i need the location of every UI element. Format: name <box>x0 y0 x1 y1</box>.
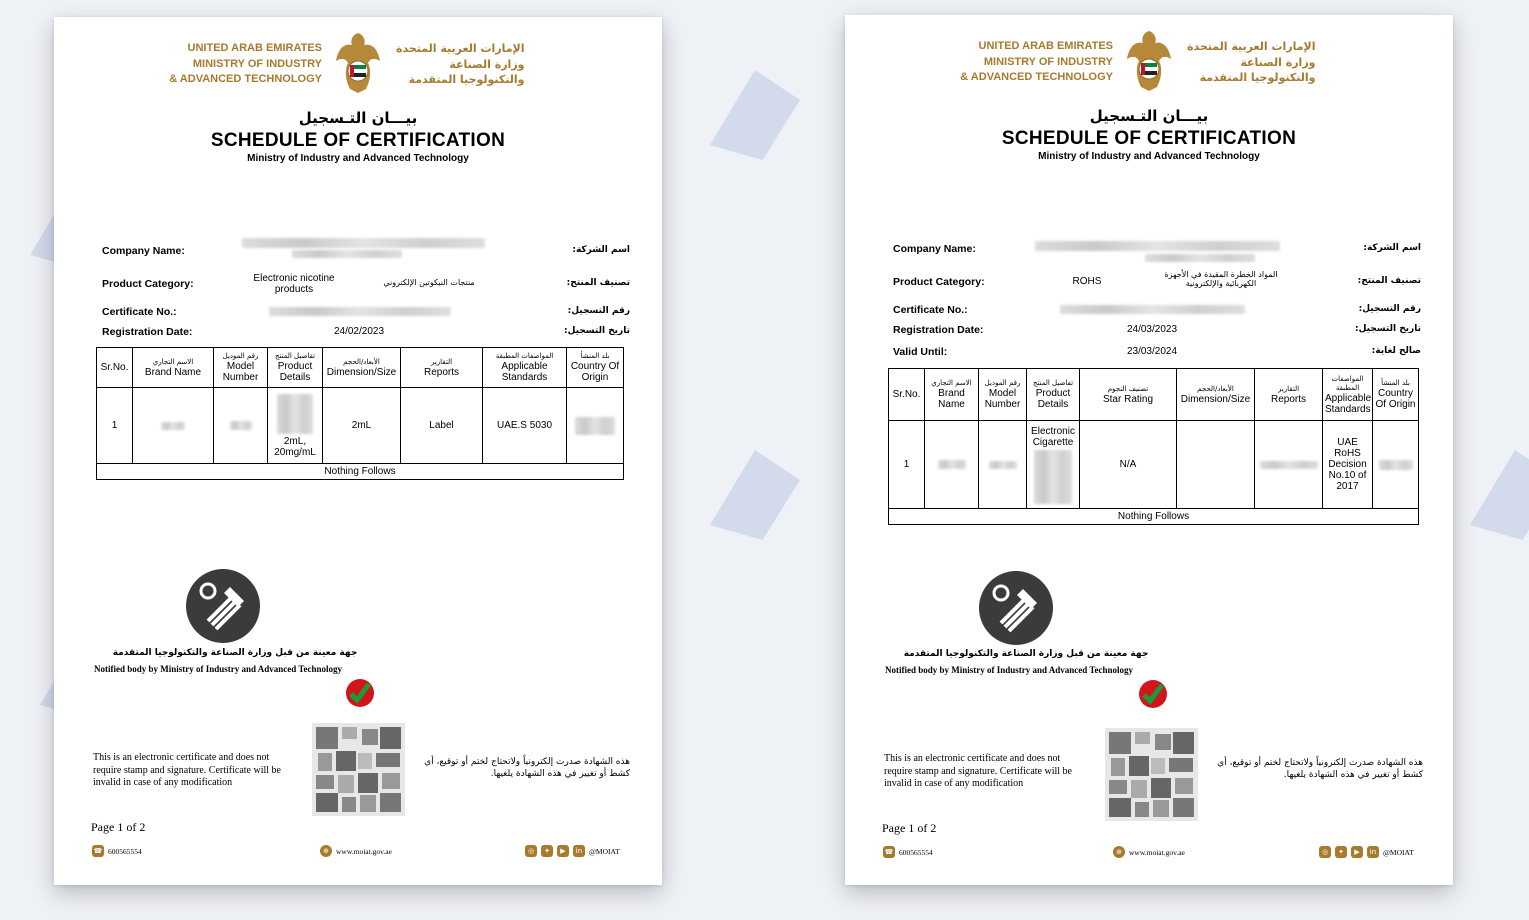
youtube-icon[interactable]: ▶ <box>557 845 569 857</box>
cell-sr: 1 <box>97 388 133 464</box>
twitter-icon[interactable]: ✦ <box>541 845 553 857</box>
notified-body-en: Notified body by Ministry of Industry and Advanced Technology <box>885 665 1134 675</box>
table-row <box>889 421 1419 509</box>
registration-label: Registration Date: <box>893 324 984 336</box>
phone-icon: ☎ <box>93 847 103 855</box>
category-value: Electronic nicotine products <box>253 273 335 295</box>
certificate-page-1 <box>54 17 662 885</box>
header-en <box>169 41 322 88</box>
notified-body-ar: جهة معينة من قبل وزارة الصناعة والتكنولوجيا المتقدمة <box>112 648 358 658</box>
column-header: تفاصيل المنتج Product Details <box>268 348 323 388</box>
page-number: Page 1 of 2 <box>882 821 937 835</box>
cell-dimension: 2mL <box>323 388 401 464</box>
linkedin-icon[interactable]: in <box>573 845 585 857</box>
accreditation-check-icon <box>345 678 375 708</box>
certificate-label: Certificate No.: <box>102 306 177 318</box>
cell-brand-redacted <box>133 388 214 464</box>
electronic-note-ar: هذه الشهادة صدرت إلكترونياً ولاتحتاج لختم أو توقيع، أي كشط أو تغيير في هذه الشهادة يلغيها. <box>424 757 630 779</box>
header-ar-line: وزارة الصناعة <box>1240 55 1316 69</box>
category-value-ar: المواد الخطرة المقيدة في الأجهزة الكهربائية والإلكترونية <box>1164 270 1278 288</box>
cell-reports: Label <box>401 388 483 464</box>
valid-until-date: 23/03/2024 <box>1126 346 1178 357</box>
header-ar-line: الإمارات العربية المتحدة <box>396 42 525 55</box>
electronic-note-en: This is an electronic certificate and does not require stamp and signature. Certificate will be invalid in case of any modification <box>884 753 1072 789</box>
registration-label-ar: تاريخ التسجيل: <box>1354 324 1421 334</box>
schedule-table <box>888 368 1419 525</box>
table-header-row <box>97 348 624 388</box>
category-label: Product Category: <box>893 276 985 288</box>
certificate-number-redacted <box>1060 305 1245 314</box>
title-en: SCHEDULE OF CERTIFICATION <box>1001 128 1297 149</box>
ministry-header <box>845 25 1453 95</box>
registration-label: Registration Date: <box>102 326 193 338</box>
column-header: تفاصيل المنتج Product Details <box>1027 369 1080 421</box>
notified-body-logo <box>186 569 260 643</box>
table-header-row <box>889 369 1419 421</box>
instagram-icon[interactable]: ◎ <box>525 845 537 857</box>
column-header: بلد المنشأ Country Of Origin <box>567 348 624 388</box>
category-label: Product Category: <box>102 278 194 290</box>
nothing-follows: Nothing Follows <box>889 509 1419 525</box>
column-header: التقارير Reports <box>401 348 483 388</box>
company-label: Company Name: <box>893 243 976 255</box>
title-en: SCHEDULE OF CERTIFICATION <box>210 130 506 151</box>
qr-code-icon <box>312 723 405 816</box>
company-name-redacted <box>292 250 402 258</box>
title-sub: Ministry of Industry and Advanced Technology <box>1038 151 1260 162</box>
schedule-table <box>96 347 624 480</box>
website-link[interactable]: www.moiat.gov.ae <box>1129 847 1185 857</box>
title-sub: Ministry of Industry and Advanced Technology <box>247 153 469 164</box>
electronic-note-en: This is an electronic certificate and does not require stamp and signature. Certificate will be invalid in case of any modification <box>93 752 281 788</box>
footer-phone <box>92 845 142 857</box>
header-en-line: & ADVANCED TECHNOLOGY <box>169 73 322 85</box>
registration-label-ar: تاريخ التسجيل: <box>563 326 630 336</box>
cell-model-redacted <box>214 388 268 464</box>
header-ar-line: وزارة الصناعة <box>449 57 525 71</box>
linkedin-icon[interactable]: in <box>1367 846 1379 858</box>
header-en-line: MINISTRY OF INDUSTRY <box>983 55 1113 68</box>
company-name-redacted <box>242 238 485 248</box>
cell-standards: UAE.S 5030 <box>483 388 567 464</box>
ministry-header <box>54 27 662 97</box>
certificate-label: Certificate No.: <box>893 304 968 316</box>
header-en-line: & ADVANCED TECHNOLOGY <box>960 71 1113 83</box>
nothing-follows: Nothing Follows <box>97 464 624 480</box>
column-header: Sr.No. <box>97 348 133 388</box>
header-ar-line: والتكنولوجيا المتقدمة <box>1199 71 1316 84</box>
footer-social <box>525 845 620 857</box>
company-label-ar: اسم الشركة: <box>572 245 630 255</box>
column-header: رقم الموديل Model Number <box>979 369 1027 421</box>
table-footer-row <box>889 509 1419 525</box>
category-label-ar: تصنيف المنتج: <box>1357 276 1421 286</box>
background-watermark-icon <box>680 40 830 190</box>
cell-product-details: Electronic Cigarette <box>1027 421 1080 509</box>
footer-website <box>1113 846 1185 858</box>
certificate-page-2 <box>845 15 1453 885</box>
social-handle: @MOIAT <box>1383 847 1414 857</box>
accreditation-check-icon <box>1138 679 1168 709</box>
background-watermark-icon <box>1440 420 1529 570</box>
header-ar-line: الإمارات العربية المتحدة <box>1187 40 1316 53</box>
cell-brand-redacted <box>925 421 979 509</box>
valid-label-ar: صالح لغاية: <box>1371 346 1421 356</box>
column-header: الأبعاد/الحجم Dimension/Size <box>1177 369 1255 421</box>
qr-code-icon <box>1105 728 1198 821</box>
header-en-line: UNITED ARAB EMIRATES <box>187 42 322 54</box>
cell-standards: UAE RoHS Decision No.10 of 2017 <box>1323 421 1373 509</box>
registration-date: 24/02/2023 <box>333 326 385 337</box>
cell-sr: 1 <box>889 421 925 509</box>
notified-body-logo <box>979 571 1053 645</box>
category-value-ar: منتجات النيكوتين الإلكتروني <box>383 278 475 287</box>
cell-country-redacted <box>1373 421 1419 509</box>
company-label-ar: اسم الشركة: <box>1363 243 1421 253</box>
electronic-note-ar: هذه الشهادة صدرت إلكترونياً ولاتحتاج لختم أو توقيع، أي كشط أو تغيير في هذه الشهادة يلغيها. <box>1217 758 1423 780</box>
website-link[interactable]: www.moiat.gov.ae <box>336 846 392 856</box>
cell-model-redacted <box>979 421 1027 509</box>
column-header: الاسم التجاري Brand Name <box>925 369 979 421</box>
uae-eagle-emblem-icon <box>1125 29 1173 93</box>
certificate-label-ar: رقم التسجيل: <box>1358 304 1421 314</box>
header-ar <box>396 41 525 88</box>
uae-eagle-emblem-icon <box>334 31 382 95</box>
cell-product-details: 2mL, 20mg/mL <box>268 388 323 464</box>
notified-body-en: Notified body by Ministry of Industry and Advanced Technology <box>94 664 343 674</box>
table-row <box>97 388 624 464</box>
notified-body-ar: جهة معينة من قبل وزارة الصناعة والتكنولوجيا المتقدمة <box>903 649 1149 659</box>
title-ar: بيـــان التـسجيل <box>298 109 418 127</box>
footer-social <box>1319 846 1414 858</box>
phone-number: 600565554 <box>899 847 933 857</box>
header-ar <box>1187 39 1316 86</box>
category-value: ROHS <box>1072 276 1102 287</box>
column-header: الأبعاد/الحجم Dimension/Size <box>323 348 401 388</box>
social-handle: @MOIAT <box>589 846 620 856</box>
phone-icon: ☎ <box>884 848 894 856</box>
column-header: رقم الموديل Model Number <box>214 348 268 388</box>
cell-dimension <box>1177 421 1255 509</box>
instagram-icon[interactable]: ◎ <box>1319 846 1331 858</box>
column-header: المواصفات المطبقة Applicable Standards <box>1323 369 1373 421</box>
column-header: الاسم التجاري Brand Name <box>133 348 214 388</box>
column-header: التقارير Reports <box>1255 369 1323 421</box>
tools-icon <box>186 569 260 643</box>
cell-reports-redacted <box>1255 421 1323 509</box>
twitter-icon[interactable]: ✦ <box>1335 846 1347 858</box>
background-watermark-icon <box>680 420 830 570</box>
company-name-redacted <box>1145 254 1255 262</box>
company-name-redacted <box>1035 241 1280 251</box>
valid-label: Valid Until: <box>893 346 948 358</box>
column-header: تصنيف النجوم Star Rating <box>1080 369 1177 421</box>
header-en-line: MINISTRY OF INDUSTRY <box>192 57 322 70</box>
globe-icon: ⊕ <box>1113 846 1125 858</box>
table-footer-row <box>97 464 624 480</box>
certificate-label-ar: رقم التسجيل: <box>567 306 630 316</box>
header-en <box>960 39 1113 86</box>
company-label: Company Name: <box>102 245 185 257</box>
certificate-number-redacted <box>269 307 451 316</box>
page-number: Page 1 of 2 <box>91 820 146 834</box>
footer-website <box>320 845 392 857</box>
globe-icon: ⊕ <box>320 845 332 857</box>
header-en-line: UNITED ARAB EMIRATES <box>978 40 1113 52</box>
title-ar: بيـــان التـسجيل <box>1089 107 1209 125</box>
column-header: Sr.No. <box>889 369 925 421</box>
column-header: المواصفات المطبقة Applicable Standards <box>483 348 567 388</box>
header-ar-line: والتكنولوجيا المتقدمة <box>408 73 525 86</box>
cell-country-redacted <box>567 388 624 464</box>
footer-phone <box>883 846 933 858</box>
cell-star-rating: N/A <box>1080 421 1177 509</box>
phone-number: 600565554 <box>108 846 142 856</box>
registration-date: 24/03/2023 <box>1126 324 1178 335</box>
column-header: بلد المنشأ Country Of Origin <box>1373 369 1419 421</box>
youtube-icon[interactable]: ▶ <box>1351 846 1363 858</box>
tools-icon <box>979 571 1053 645</box>
category-label-ar: تصنيف المنتج: <box>566 278 630 288</box>
